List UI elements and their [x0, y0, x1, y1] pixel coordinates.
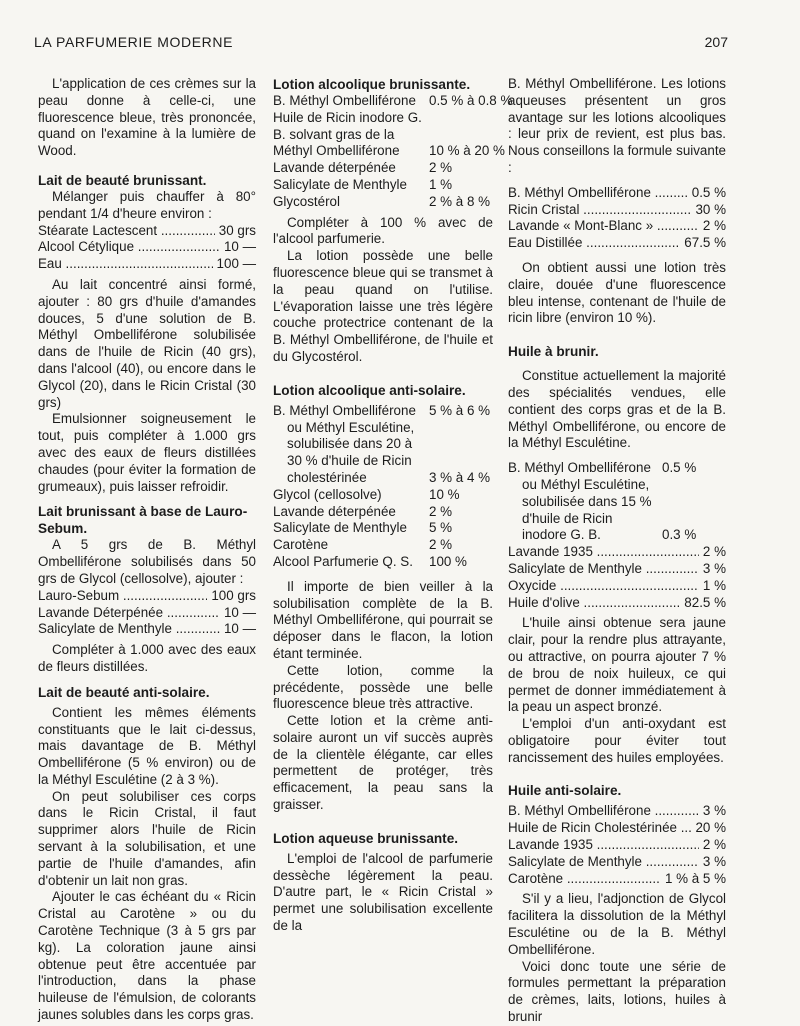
formula-line: Oxycide ..... 1 %: [508, 578, 726, 595]
section-heading: Lotion alcoolique anti-solaire.: [273, 382, 466, 398]
formula-line: Alcool Cétylique ..... 10 —: [38, 239, 256, 256]
formula-line: Lauro-Sebum ..... 100 grs: [38, 588, 256, 605]
page-number: 207: [704, 34, 728, 50]
paragraph: Emulsionner soigneusement le tout, puis compléter à 1.000 grs avec des eaux de fleurs distillées chaudes (pour éviter la formation de grumeaux), puis laisser refroidir.: [38, 411, 256, 494]
section-heading: Lotion aqueuse brunissante.: [273, 830, 459, 846]
formula-line: Huile d'olive ..... 82.5 %: [508, 595, 726, 612]
section-heading: Lait de beauté anti-solaire.: [38, 684, 210, 700]
paragraph: L'emploi d'un anti-oxydant est obligatoire pour éviter tout rancissement des huiles employées.: [508, 716, 726, 765]
column-1: [38, 76, 256, 1024]
paragraph: Au lait concentré ainsi formé, ajouter : 80 grs d'huile d'amandes douces, 5 d'une solution de B. Méthyl Ombelliférone solubilisée dans de l'huile de Ricin (40 grs), dans l'alcool (40), ou encore dans le Glycol (20), dans le Ricin Cristal (30 grs): [38, 276, 256, 410]
formula-line: Salicylate de Menthyle 1 %: [273, 176, 453, 192]
paragraph: Contient les mêmes éléments constituants que le lait ci-dessus, mais davantage de B. Méthyl Ombelliférone (5 % environ) ou de la Méthyl Esculétine (2 à 3 %).: [38, 704, 256, 787]
formula-line: Lavande 1935 ..... 2 %: [508, 837, 726, 854]
section-heading: Huile à brunir.: [508, 344, 599, 360]
paragraph: L'huile ainsi obtenue sera jaune clair, pour la rendre plus attrayante, ou attractive, on pourra ajouter 7 % de brou de noix huileux, ce qui permet de donner immédiatement à la peau un aspect bronzé.: [508, 615, 726, 715]
formula-list: [273, 403, 493, 571]
formula-line: Glycostérol 2 % à 8 %: [273, 193, 491, 209]
paragraph: On peut solubiliser ces corps dans le Ricin Cristal, il faut supprimer alors l'huile de Ricin servant à la solubilisation, et une partie de l'huile d'amandes, afin d'obtenir un lait non gras.: [38, 788, 256, 888]
formula-line: ou Méthyl Esculétine, solubilisée dans 15 % d'huile de Ricin inodore G. B. 0.3 %: [522, 476, 697, 543]
formula-line: Salicylate de Menthyle ..... 3 %: [508, 561, 726, 578]
paragraph: On obtient aussi une lotion très claire, douée d'une fluorescence bleu intense, contenant de l'huile de ricin libre (environ 10 %).: [508, 259, 726, 326]
section-heading: Huile anti-solaire.: [508, 783, 622, 799]
formula-line: Eau Distillée ..... 67.5 %: [508, 235, 726, 252]
formula-line: B. Méthyl Ombelliférone ..... 0.5 %: [508, 185, 726, 202]
formula-line: Salicylate de Menthyle ..... 10 —: [38, 621, 256, 638]
column-2: [273, 76, 513, 935]
formula-line: Salicylate de Menthyle 5 %: [273, 520, 453, 536]
formula-line: B. Méthyl Ombelliférone 0.5 %: [508, 460, 697, 476]
paragraph: L'application de ces crèmes sur la peau donne à celle-ci, une fluorescence bleue, très prononcée, quand on l'examine à la lumière de Wood.: [38, 76, 256, 159]
paragraph: Ajouter le cas échéant du « Ricin Cristal au Carotène » ou du Carotène Technique (3 à 5 grs par kg). La coloration jaune ainsi obtenue peut être accentuée par l'introduction, dans la phase huileuse de l'émulsion, de colorants jaunes solubles dans les corps gras.: [38, 889, 256, 1023]
formula-list: [508, 185, 726, 252]
formula-list: [38, 223, 256, 273]
formula-line: Carotène ..... 1 % à 5 %: [508, 871, 726, 888]
paragraph: L'emploi de l'alcool de parfumerie dessèche légèrement la peau. D'autre part, le « Ricin Cristal » permet une solubilisation excellente de la: [273, 850, 493, 934]
section-heading: Lait de beauté brunissant.: [38, 172, 207, 188]
formula-line: Ricin Cristal ..... 30 %: [508, 202, 726, 219]
formula-line: Huile de Ricin inodore G. B. solvant gras de la Méthyl Ombelliférone 10 % à 20 %: [273, 109, 505, 159]
paragraph: Voici donc toute une série de formules permettant la préparation de crèmes, laits, lotions, huiles à brunir: [508, 958, 726, 1025]
formula-line: B. Méthyl Ombelliférone ..... 3 %: [508, 803, 726, 820]
paragraph: Il importe de bien veiller à la solubilisation complète de la B. Méthyl Ombelliférone, qui pourrait se déposer dans le flacon, la lotion étant terminée.: [273, 578, 493, 661]
paragraph: Mélanger puis chauffer à 80° pendant 1/4 d'heure environ :: [38, 188, 256, 221]
formula-line: Lavande Déterpénée ..... 10 —: [38, 605, 256, 622]
formula-list: [273, 93, 513, 211]
paragraph: La lotion possède une belle fluorescence bleue qui se transmet à la peau quand on l'utilise. L'évaporation laisse une très légère couche protectrice contenant de la B. Méthyl Ombelliférone, de l'huile et du Glycostérol.: [273, 248, 493, 364]
paragraph: Compléter à 100 % avec de l'alcool parfumerie.: [273, 214, 493, 247]
paragraph: Cette lotion et la crème anti-solaire auront un vif succès auprès de la clientèle élégante, car elles permettent de protéger, très efficacement, la peau sans la graisser.: [273, 713, 493, 813]
formula-line: Stéarate Lactescent ..... 30 grs: [38, 223, 256, 240]
formula-list: [508, 803, 726, 887]
formula-line: Lavande 1935 ..... 2 %: [508, 544, 726, 561]
formula-line: B. Méthyl Ombelliférone 5 % à 6 %: [273, 402, 491, 418]
paragraph: Cette lotion, comme la précédente, possède une belle fluorescence bleue très attractive.: [273, 662, 493, 712]
formula-line: ou Méthyl Esculétine, solubilisée dans 20 à 30 % d'huile de Ricin cholestérinée 3 % à 4 %: [287, 419, 491, 485]
formula-line: Lavande déterpénée 2 %: [273, 160, 453, 176]
formula-line: Lavande « Mont-Blanc » ..... 2 %: [508, 218, 726, 235]
formula-line: Salicylate de Menthyle ..... 3 %: [508, 854, 726, 871]
formula-list: [508, 460, 726, 611]
formula-list: [38, 588, 256, 638]
running-header-title: LA PARFUMERIE MODERNE: [34, 34, 234, 50]
formula-line: Eau ..... 100 —: [38, 256, 256, 273]
formula-line: Alcool Parfumerie Q. S. 100 %: [273, 553, 467, 569]
paragraph: B. Méthyl Ombelliférone. Les lotions aqueuses présentent un gros avantage sur les lotions alcooliques : leur prix de revient, est plus bas. Nous conseillons la formule suivante :: [508, 76, 726, 175]
paragraph: Constitue actuellement la majorité des spécialités vendues, elle contient des corps gras et de la B. Méthyl Ombelliférone, ou encore de la Méthyl Esculétine.: [508, 368, 726, 451]
formula-line: Carotène 2 %: [273, 537, 453, 553]
formula-line: Glycol (cellosolve) 10 %: [273, 486, 460, 502]
column-3: [508, 76, 726, 1026]
section-heading: Lait brunissant à base de Lauro-Sebum.: [38, 504, 248, 537]
paragraph: A 5 grs de B. Méthyl Ombelliférone solubilisés dans 50 grs de Glycol (cellosolve), ajouter :: [38, 537, 256, 586]
formula-line: B. Méthyl Ombelliférone 0.5 % à 0.8 %: [273, 93, 513, 108]
formula-line: Huile de Ricin Cholestérinée ..... 20 %: [508, 820, 726, 837]
section-heading: Lotion alcoolique brunissante.: [273, 77, 471, 92]
paragraph: S'il y a lieu, l'adjonction de Glycol facilitera la dissolution de la Méthyl Esculétine ou de la B. Méthyl Ombelliférone.: [508, 891, 726, 957]
formula-line: Lavande déterpénée 2 %: [273, 503, 453, 519]
paragraph: Compléter à 1.000 avec des eaux de fleurs distillées.: [38, 642, 256, 674]
